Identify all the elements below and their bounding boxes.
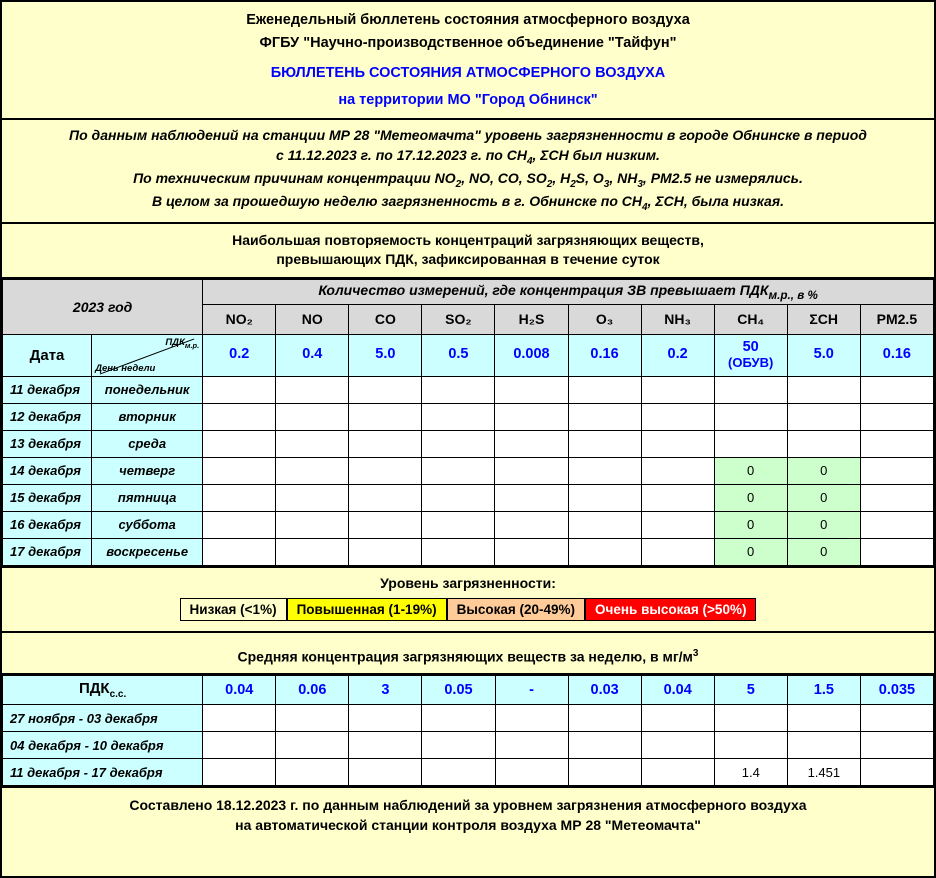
cell-co: [349, 705, 422, 732]
header-line-1: Еженедельный бюллетень состояния атмосферного воздуха: [246, 12, 690, 28]
intro-line-2: [12, 169, 924, 192]
measurement-header-text: Количество измерений, где концентрация ЗВ превышает ПДК: [318, 281, 769, 298]
cell-ch4: [714, 705, 787, 732]
cell-h2s: [495, 538, 568, 565]
pdk-ss-h2s: -: [495, 676, 568, 705]
cell-sumch: [787, 403, 860, 430]
cell-no: [276, 376, 349, 403]
cell-o3: [568, 511, 641, 538]
cell-o3: [568, 376, 641, 403]
pdk-value-h2s: 0.008: [495, 334, 568, 376]
pdk-ss-label: [3, 676, 203, 705]
cell-o3: [568, 732, 641, 759]
cell-pm25: [860, 484, 933, 511]
substance-header-so2: SO₂: [422, 304, 495, 334]
pdk-ss-nh3: 0.04: [641, 676, 714, 705]
cell-sumch: [787, 376, 860, 403]
pdk-corner-cell: [92, 334, 203, 376]
cell-sumch: 0: [787, 511, 860, 538]
substance-header-nh3: NH₃: [641, 304, 714, 334]
cell-sumch: [787, 732, 860, 759]
cell-sumch: [787, 430, 860, 457]
cell-co: [349, 430, 422, 457]
cell-o3: [568, 759, 641, 786]
cell-so2: [422, 732, 495, 759]
cell-no: [276, 759, 349, 786]
section-title-average: [2, 640, 934, 676]
intro-sub-o3: 3: [603, 178, 610, 190]
table-row-header-top: [3, 279, 934, 304]
intro-sub-so2: 2: [546, 178, 553, 190]
measurement-header-sub: м.р., в %: [768, 288, 818, 302]
cell-no2: [203, 403, 276, 430]
band-line-1: Наибольшая повторяемость концентраций загрязняющих веществ,: [232, 232, 704, 249]
cell-so2: [422, 511, 495, 538]
row-period: 27 ноября - 03 декабря: [3, 705, 203, 732]
substance-header-ch4: CH₄: [714, 304, 787, 334]
table-row: [3, 511, 934, 538]
avg-title-sup: 3: [692, 647, 699, 659]
cell-nh3: [641, 430, 714, 457]
pdk-value-ch4-line1: 50: [742, 339, 759, 356]
intro-sub-ch4-2: 4: [642, 201, 648, 213]
intro-line-2-a: По техническим причинам концентрации NO: [133, 170, 456, 187]
cell-no: [276, 705, 349, 732]
section-spacer: [2, 633, 934, 640]
cell-nh3: [641, 538, 714, 565]
cell-no2: [203, 759, 276, 786]
substance-header-o3: O₃: [568, 304, 641, 334]
cell-h2s: [495, 705, 568, 732]
cell-sumch: [787, 705, 860, 732]
cell-pm25: [860, 403, 933, 430]
cell-so2: [422, 430, 495, 457]
substance-header-no2: NO₂: [203, 304, 276, 334]
intro-line-3-b: , ΣСН, была низкая.: [647, 193, 784, 210]
cell-so2: [422, 538, 495, 565]
cell-so2: [422, 403, 495, 430]
table-row: [3, 403, 934, 430]
cell-h2s: [495, 759, 568, 786]
measurement-header: [203, 279, 934, 304]
substance-header-co: CO: [349, 304, 422, 334]
cell-ch4: 0: [714, 457, 787, 484]
cell-nh3: [641, 511, 714, 538]
cell-no2: [203, 538, 276, 565]
cell-pm25: [860, 732, 933, 759]
cell-o3: [568, 403, 641, 430]
cell-co: [349, 759, 422, 786]
substance-header-sumch: ΣСН: [787, 304, 860, 334]
cell-no: [276, 511, 349, 538]
pdk-ss-label-sub: с.с.: [109, 689, 127, 701]
average-table: [2, 675, 934, 786]
intro-block: [2, 120, 934, 224]
cell-h2s: [495, 457, 568, 484]
row-date: 16 декабря: [3, 511, 92, 538]
pdk-value-so2: 0.5: [422, 334, 495, 376]
cell-no: [276, 732, 349, 759]
cell-ch4: 0: [714, 484, 787, 511]
cell-nh3: [641, 732, 714, 759]
substance-header-no: NO: [276, 304, 349, 334]
footer-line-1: Составлено 18.12.2023 г. по данным наблюдений за уровнем загрязнения атмосферного воздуха: [129, 797, 807, 814]
pdk-value-no: 0.4: [276, 334, 349, 376]
cell-co: [349, 538, 422, 565]
cell-ch4: [714, 403, 787, 430]
cell-h2s: [495, 484, 568, 511]
pdk-value-ch4: [714, 334, 787, 376]
pdk-corner-bottom-label: День недели: [95, 362, 156, 374]
page-title: БЮЛЛЕТЕНЬ СОСТОЯНИЯ АТМОСФЕРНОГО ВОЗДУХА: [270, 65, 666, 82]
substance-header-h2s: H₂S: [495, 304, 568, 334]
cell-h2s: [495, 403, 568, 430]
table-row: [3, 457, 934, 484]
pdk-ss-ch4: 5: [714, 676, 787, 705]
cell-sumch: 1.451: [787, 759, 860, 786]
row-date: 13 декабря: [3, 430, 92, 457]
cell-so2: [422, 484, 495, 511]
page-subtitle: на территории МО "Город Обнинск": [338, 92, 598, 109]
row-date: 17 декабря: [3, 538, 92, 565]
cell-o3: [568, 484, 641, 511]
intro-sub-ch4: 4: [526, 155, 533, 167]
cell-ch4: 1.4: [714, 759, 787, 786]
cell-co: [349, 732, 422, 759]
cell-pm25: [860, 759, 933, 786]
legend-chip-low: Низкая (<1%): [180, 598, 287, 621]
intro-sub-no2: 2: [455, 178, 462, 190]
table-row: [3, 430, 934, 457]
cell-no2: [203, 430, 276, 457]
cell-no: [276, 457, 349, 484]
frequency-table: [2, 279, 934, 566]
cell-no2: [203, 376, 276, 403]
legend-title: Уровень загрязненности:: [380, 574, 556, 591]
pdk-value-pm25: 0.16: [860, 334, 933, 376]
document-header: [2, 2, 934, 120]
pdk-value-no2: 0.2: [203, 334, 276, 376]
cell-pm25: [860, 457, 933, 484]
row-weekday: четверг: [92, 457, 203, 484]
cell-co: [349, 457, 422, 484]
cell-h2s: [495, 511, 568, 538]
table-row-pdk-ss: [3, 676, 934, 705]
cell-ch4: 0: [714, 538, 787, 565]
footer-line-2: на автоматической станции контроля воздуха МР 28 "Метеомачта": [235, 816, 701, 833]
pdk-value-o3: 0.16: [568, 334, 641, 376]
substance-header-pm25: PM2.5: [860, 304, 933, 334]
date-column-header: Дата: [3, 334, 92, 376]
table-row: [3, 376, 934, 403]
cell-co: [349, 484, 422, 511]
row-date: 14 декабря: [3, 457, 92, 484]
legend-chip-very-high: Очень высокая (>50%): [585, 598, 756, 621]
table-row: [3, 705, 934, 732]
row-weekday: суббота: [92, 511, 203, 538]
cell-nh3: [641, 705, 714, 732]
cell-ch4: 0: [714, 511, 787, 538]
cell-o3: [568, 430, 641, 457]
cell-ch4: [714, 376, 787, 403]
cell-nh3: [641, 484, 714, 511]
intro-line-3: [12, 192, 924, 215]
intro-line-2-e: , NH: [609, 170, 638, 187]
row-date: 12 декабря: [3, 403, 92, 430]
intro-line-1-b: с 11.12.2023 г. по 17.12.2023 г. по СН: [276, 147, 527, 164]
cell-co: [349, 376, 422, 403]
pdk-ss-so2: 0.05: [422, 676, 495, 705]
row-weekday: среда: [92, 430, 203, 457]
cell-no2: [203, 484, 276, 511]
row-weekday: пятница: [92, 484, 203, 511]
row-date: 15 декабря: [3, 484, 92, 511]
cell-so2: [422, 457, 495, 484]
intro-sub-nh3: 3: [637, 178, 643, 190]
pdk-ss-pm25: 0.035: [860, 676, 933, 705]
pdk-ss-o3: 0.03: [568, 676, 641, 705]
document-footer: [2, 786, 934, 844]
cell-ch4: [714, 732, 787, 759]
year-label: 2023 год: [3, 279, 203, 334]
cell-so2: [422, 705, 495, 732]
intro-line-2-f: , PM2.5 не измерялись.: [642, 170, 803, 187]
cell-co: [349, 403, 422, 430]
intro-line-2-c: , H: [552, 170, 571, 187]
cell-pm25: [860, 538, 933, 565]
cell-h2s: [495, 732, 568, 759]
cell-no2: [203, 732, 276, 759]
legend-chip-high: Высокая (20-49%): [447, 598, 585, 621]
cell-nh3: [641, 457, 714, 484]
header-line-2: ФГБУ "Научно-производственное объединение "Тайфун": [259, 35, 677, 52]
cell-pm25: [860, 705, 933, 732]
cell-o3: [568, 705, 641, 732]
pdk-ss-no: 0.06: [276, 676, 349, 705]
section-title-frequency: [2, 224, 934, 279]
intro-line-2-b: , NO, CO, SO: [461, 170, 547, 187]
cell-nh3: [641, 759, 714, 786]
row-period: 11 декабря - 17 декабря: [3, 759, 203, 786]
intro-line-1-a: По данным наблюдений на станции МР 28 "Метеомачта" уровень загрязненности в городе Обнинске в период: [69, 127, 867, 144]
band-line-2: превышающих ПДК, зафиксированная в течение суток: [276, 250, 660, 267]
cell-no2: [203, 705, 276, 732]
cell-no: [276, 484, 349, 511]
intro-line-1b: [12, 146, 924, 169]
cell-so2: [422, 759, 495, 786]
cell-sumch: 0: [787, 484, 860, 511]
cell-no2: [203, 457, 276, 484]
table-row-pdk: [3, 334, 934, 376]
pdk-ss-sumch: 1.5: [787, 676, 860, 705]
row-weekday: вторник: [92, 403, 203, 430]
table-row: [3, 538, 934, 565]
pdk-value-co: 5.0: [349, 334, 422, 376]
pdk-corner-top-label: $ПДК_{м.р.}$: [165, 336, 200, 350]
cell-pm25: [860, 376, 933, 403]
pdk-value-sumch: 5.0: [787, 334, 860, 376]
cell-sumch: 0: [787, 538, 860, 565]
pdk-ss-no2: 0.04: [203, 676, 276, 705]
pdk-ss-label-text: ПДК: [78, 680, 110, 698]
cell-h2s: [495, 376, 568, 403]
cell-sumch: 0: [787, 457, 860, 484]
intro-line-2-d: S, O: [575, 170, 604, 187]
cell-no2: [203, 511, 276, 538]
cell-nh3: [641, 376, 714, 403]
intro-line-1: [12, 126, 924, 146]
avg-title-text: Средняя концентрация загрязняющих веществ за неделю, в мг/м: [237, 648, 693, 665]
pdk-value-nh3: 0.2: [641, 334, 714, 376]
cell-no: [276, 538, 349, 565]
cell-no: [276, 403, 349, 430]
pdk-ss-co: 3: [349, 676, 422, 705]
cell-o3: [568, 538, 641, 565]
intro-line-3-a: В целом за прошедшую неделю загрязненность в г. Обнинске по СН: [152, 193, 643, 210]
cell-nh3: [641, 403, 714, 430]
table-row: [3, 732, 934, 759]
cell-pm25: [860, 511, 933, 538]
legend-chips: [2, 598, 934, 621]
cell-h2s: [495, 430, 568, 457]
cell-no: [276, 430, 349, 457]
cell-ch4: [714, 430, 787, 457]
pollution-level-legend: [2, 566, 934, 633]
row-weekday: понедельник: [92, 376, 203, 403]
cell-so2: [422, 376, 495, 403]
cell-o3: [568, 457, 641, 484]
cell-co: [349, 511, 422, 538]
row-date: 11 декабря: [3, 376, 92, 403]
table-row: [3, 759, 934, 786]
intro-sub-h2s: 2: [570, 178, 576, 190]
intro-line-1-c: , ΣСН был низким.: [532, 147, 660, 164]
cell-pm25: [860, 430, 933, 457]
legend-chip-elevated: Повышенная (1-19%): [287, 598, 447, 621]
pdk-value-ch4-line2: (ОБУВ): [728, 354, 774, 370]
table-row: [3, 484, 934, 511]
row-period: 04 декабря - 10 декабря: [3, 732, 203, 759]
row-weekday: воскресенье: [92, 538, 203, 565]
